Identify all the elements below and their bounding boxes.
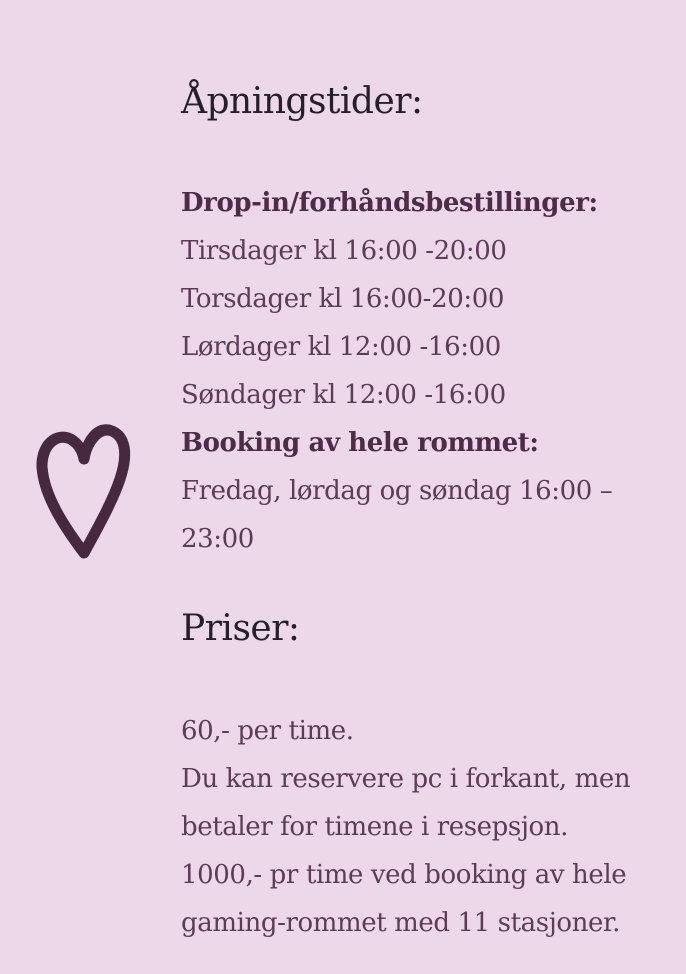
opening-hours-title: Åpningstider:: [181, 81, 423, 122]
price-line: Du kan reservere pc i forkant, men betaler for timene i resepsjon.: [181, 764, 631, 842]
opening-hours-schedule: [181, 179, 649, 563]
price-line: 60,- per time.: [181, 716, 354, 746]
schedule-line: Søndager kl 12:00 -16:00: [181, 380, 506, 410]
prices-title: Priser:: [181, 608, 300, 649]
price-line: 1000,- pr time ved booking av hele gaming-rommet med 11 stasjoner.: [181, 860, 627, 938]
schedule-line: Tirsdager kl 16:00 -20:00: [181, 236, 507, 266]
booking-label: Booking av hele rommet:: [181, 428, 539, 458]
schedule-line: Torsdager kl 16:00-20:00: [181, 284, 504, 314]
schedule-line: Lørdager kl 12:00 -16:00: [181, 332, 501, 362]
dropin-label: Drop-in/forhåndsbestillinger:: [181, 188, 598, 218]
booking-schedule-line: Fredag, lørdag og søndag 16:00 – 23:00: [181, 476, 613, 554]
info-panel: [181, 80, 649, 947]
prices-details: [181, 707, 649, 947]
heart-icon: [36, 417, 132, 561]
